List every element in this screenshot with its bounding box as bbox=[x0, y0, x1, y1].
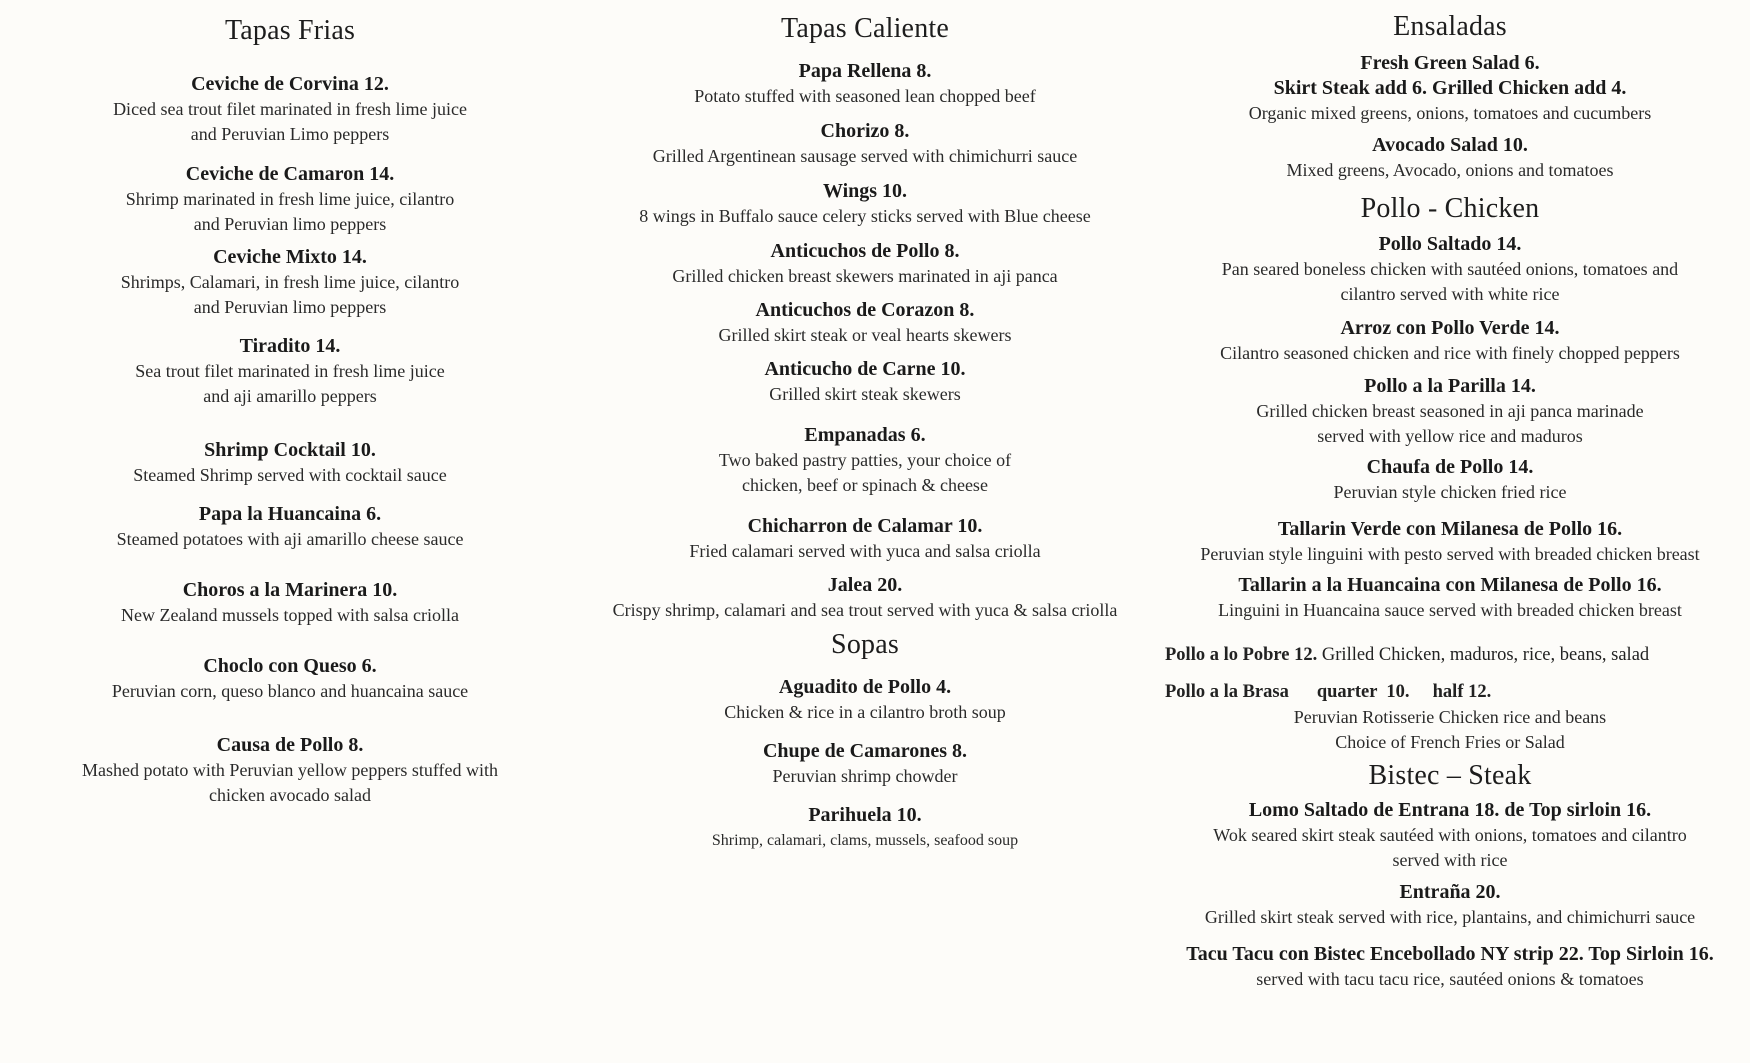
item-desc: and Peruvian limo peppers bbox=[193, 297, 387, 317]
menu-item-pollo-brasa bbox=[1165, 680, 1740, 705]
menu-item bbox=[585, 59, 1145, 109]
item-name: Tiradito 14. bbox=[239, 335, 341, 357]
menu-item bbox=[30, 438, 550, 488]
item-name: Ceviche de Camaron 14. bbox=[185, 163, 395, 185]
item-name: Choclo con Queso 6. bbox=[203, 655, 377, 677]
item-name: Empanadas 6. bbox=[804, 424, 926, 446]
item-desc: chicken, beef or spinach & cheese bbox=[742, 475, 988, 495]
menu-item bbox=[585, 514, 1145, 564]
item-desc: Peruvian style linguini with pesto served with breaded chicken breast bbox=[1200, 544, 1700, 564]
item-desc: served with tacu tacu rice, sautéed onions & tomatoes bbox=[1256, 969, 1644, 989]
item-name: Entraña 20. bbox=[1399, 881, 1501, 903]
section-title: Tapas Frias bbox=[224, 15, 356, 46]
section-title: Bistec – Steak bbox=[1368, 760, 1532, 791]
menu-item bbox=[585, 179, 1145, 229]
item-name: Ceviche Mixto 14. bbox=[213, 246, 367, 268]
item-name: Ceviche de Corvina 12. bbox=[191, 73, 389, 95]
item-desc: and Peruvian Limo peppers bbox=[190, 124, 390, 144]
item-name: Papa la Huancaina 6. bbox=[198, 503, 382, 525]
item-desc: Two baked pastry patties, your choice of bbox=[718, 450, 1012, 470]
menu-item bbox=[30, 502, 550, 552]
item-desc: Peruvian shrimp chowder bbox=[772, 766, 958, 786]
menu-item bbox=[1160, 942, 1740, 992]
item-desc: Grilled skirt steak served with rice, plantains, and chimichurri sauce bbox=[1204, 907, 1696, 927]
item-desc: Peruvian style chicken fried rice bbox=[1333, 482, 1567, 502]
item-name: Aguadito de Pollo 4. bbox=[778, 676, 952, 698]
menu-item bbox=[585, 573, 1145, 623]
item-name: Causa de Pollo 8. bbox=[216, 734, 364, 756]
item-desc: Peruvian corn, queso blanco and huancaina sauce bbox=[111, 681, 469, 701]
menu-item bbox=[585, 298, 1145, 348]
item-name: Pollo a lo Pobre 12. bbox=[1165, 645, 1318, 665]
item-desc: Sea trout filet marinated in fresh lime juice bbox=[135, 361, 445, 381]
item-name: Pollo Saltado 14. bbox=[1378, 233, 1522, 255]
item-desc: served with yellow rice and maduros bbox=[1317, 426, 1583, 446]
menu-item bbox=[30, 72, 550, 147]
item-name: Parihuela 10. bbox=[808, 804, 922, 826]
item-addons: Skirt Steak add 6. Grilled Chicken add 4. bbox=[1273, 77, 1627, 99]
menu-item bbox=[30, 654, 550, 704]
menu-item bbox=[1160, 573, 1740, 623]
item-desc: Diced sea trout filet marinated in fresh lime juice bbox=[113, 99, 467, 119]
menu-item bbox=[585, 357, 1145, 407]
menu-item bbox=[585, 119, 1145, 169]
item-desc: Chicken & rice in a cilantro broth soup bbox=[724, 702, 1006, 722]
menu-item bbox=[1160, 798, 1740, 873]
item-desc: Cilantro seasoned chicken and rice with finely chopped peppers bbox=[1220, 343, 1680, 363]
item-name: Chicharron de Calamar 10. bbox=[747, 515, 983, 537]
item-name: Pollo a la Brasa bbox=[1165, 682, 1289, 702]
menu-item bbox=[585, 803, 1145, 853]
menu-item bbox=[30, 334, 550, 409]
item-desc: and Peruvian limo peppers bbox=[193, 214, 387, 234]
menu-item bbox=[1160, 232, 1740, 307]
item-name: Anticucho de Carne 10. bbox=[764, 358, 966, 380]
menu-item bbox=[1160, 374, 1740, 449]
menu-item bbox=[585, 423, 1145, 498]
menu-item bbox=[585, 739, 1145, 789]
item-desc: Crispy shrimp, calamari and sea trout served with yuca & salsa criolla bbox=[612, 600, 1118, 620]
item-desc: served with rice bbox=[1392, 850, 1508, 870]
item-desc: Shrimps, Calamari, in fresh lime juice, cilantro bbox=[120, 272, 460, 292]
menu-item bbox=[1160, 51, 1740, 126]
item-name: Shrimp Cocktail 10. bbox=[204, 439, 376, 461]
menu-item bbox=[1160, 455, 1740, 505]
item-desc: Grilled chicken breast skewers marinated in aji panca bbox=[672, 266, 1058, 286]
item-name: Fresh Green Salad 6. bbox=[1360, 52, 1540, 74]
menu-item bbox=[1160, 316, 1740, 366]
item-desc: New Zealand mussels topped with salsa criolla bbox=[121, 605, 459, 625]
item-name: Lomo Saltado de Entrana 18. de Top sirloin 16. bbox=[1248, 799, 1652, 821]
item-desc: Grilled skirt steak skewers bbox=[769, 384, 961, 404]
item-desc: Grilled chicken breast seasoned in aji panca marinade bbox=[1256, 401, 1644, 421]
menu-item bbox=[1160, 880, 1740, 930]
item-name: Wings 10. bbox=[822, 180, 908, 202]
item-desc: Fried calamari served with yuca and salsa criolla bbox=[689, 541, 1041, 561]
menu-item-desc-block bbox=[1160, 705, 1740, 755]
item-desc: Steamed potatoes with aji amarillo cheese sauce bbox=[116, 529, 464, 549]
section-title: Pollo - Chicken bbox=[1360, 193, 1540, 224]
item-desc: Linguini in Huancaina sauce served with breaded chicken breast bbox=[1218, 600, 1682, 620]
item-desc: chicken avocado salad bbox=[209, 785, 371, 805]
menu-item bbox=[30, 245, 550, 320]
item-name: Avocado Salad 10. bbox=[1372, 134, 1528, 156]
item-desc: and aji amarillo peppers bbox=[203, 386, 377, 406]
item-desc: Shrimp, calamari, clams, mussels, seafood soup bbox=[711, 832, 1019, 849]
menu-item bbox=[1160, 517, 1740, 567]
item-desc: Organic mixed greens, onions, tomatoes and cucumbers bbox=[1248, 103, 1652, 123]
item-desc: Choice of French Fries or Salad bbox=[1335, 732, 1565, 752]
item-name: Pollo a la Parilla 14. bbox=[1364, 375, 1536, 397]
section-title: Sopas bbox=[831, 629, 899, 660]
item-prices: quarter 10. half 12. bbox=[1316, 682, 1492, 702]
item-desc: Wok seared skirt steak sautéed with onions, tomatoes and cilantro bbox=[1213, 825, 1687, 845]
item-desc: Shrimp marinated in fresh lime juice, cilantro bbox=[125, 189, 455, 209]
item-desc: Mixed greens, Avocado, onions and tomatoes bbox=[1286, 160, 1614, 180]
item-name: Tallarin a la Huancaina con Milanesa de Pollo 16. bbox=[1238, 574, 1662, 596]
section-title: Ensaladas bbox=[1393, 11, 1507, 42]
item-name: Tacu Tacu con Bistec Encebollado NY strip 22. Top Sirloin 16. bbox=[1186, 943, 1714, 965]
menu-item bbox=[30, 578, 550, 628]
item-desc: Mashed potato with Peruvian yellow peppers stuffed with bbox=[81, 760, 499, 780]
item-name: Tallarin Verde con Milanesa de Pollo 16. bbox=[1277, 518, 1623, 540]
item-name: Anticuchos de Pollo 8. bbox=[770, 240, 960, 262]
menu-item bbox=[30, 733, 550, 808]
menu-item-pollo-pobre bbox=[1165, 643, 1740, 668]
item-name: Papa Rellena 8. bbox=[798, 60, 932, 82]
item-name: Chorizo 8. bbox=[820, 120, 910, 142]
item-desc: Grilled skirt steak or veal hearts skewers bbox=[718, 325, 1012, 345]
item-desc: Steamed Shrimp served with cocktail sauce bbox=[133, 465, 447, 485]
item-name: Arroz con Pollo Verde 14. bbox=[1340, 317, 1560, 339]
item-name: Chaufa de Pollo 14. bbox=[1366, 456, 1534, 478]
menu-item bbox=[585, 239, 1145, 289]
section-title: Tapas Caliente bbox=[781, 13, 949, 44]
item-name: Jalea 20. bbox=[827, 574, 903, 596]
item-name: Chupe de Camarones 8. bbox=[762, 740, 968, 762]
menu-item bbox=[1160, 133, 1740, 183]
item-desc: Potato stuffed with seasoned lean chopped beef bbox=[694, 86, 1036, 106]
item-desc: 8 wings in Buffalo sauce celery sticks served with Blue cheese bbox=[639, 206, 1091, 226]
item-desc: Grilled Argentinean sausage served with chimichurri sauce bbox=[652, 146, 1078, 166]
item-desc: Grilled Chicken, maduros, rice, beans, salad bbox=[1317, 645, 1650, 665]
item-desc: Pan seared boneless chicken with sautéed onions, tomatoes and bbox=[1221, 259, 1679, 279]
item-desc: cilantro served with white rice bbox=[1340, 284, 1560, 304]
menu-item bbox=[585, 675, 1145, 725]
item-name: Anticuchos de Corazon 8. bbox=[755, 299, 975, 321]
menu-item bbox=[30, 162, 550, 237]
item-desc: Peruvian Rotisserie Chicken rice and beans bbox=[1293, 707, 1607, 727]
item-name: Choros a la Marinera 10. bbox=[182, 579, 398, 601]
